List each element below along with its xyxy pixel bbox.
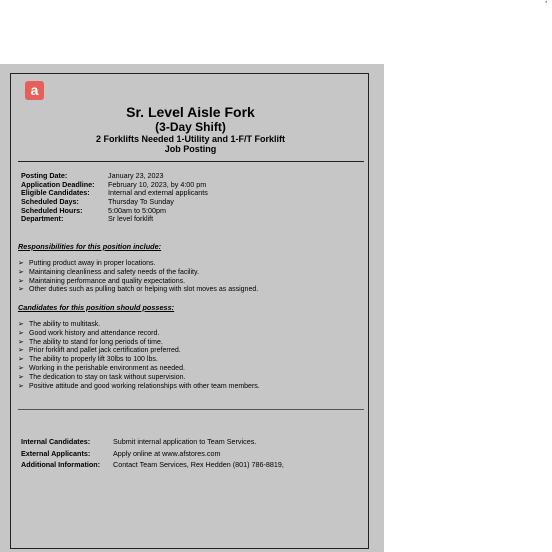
- arrow-bullet-icon: ➢: [18, 382, 24, 390]
- details-block: [21, 172, 208, 224]
- list-item-text: Maintaining cleanliness and safety needs of the facility.: [29, 268, 199, 276]
- detail-label: Scheduled Hours:: [21, 205, 83, 215]
- detail-label: Application Deadline:: [21, 179, 95, 189]
- list-item-text: Good work history and attendance record.: [29, 329, 160, 337]
- list-item-text: The ability to stand for long periods of time.: [29, 338, 163, 346]
- arrow-bullet-icon: ➢: [18, 338, 24, 346]
- list-item: [18, 374, 260, 383]
- company-logo-icon: a: [25, 81, 44, 100]
- contact-row: [21, 448, 284, 460]
- detail-label: Eligible Candidates:: [21, 188, 90, 198]
- posting-frame: [10, 73, 369, 549]
- posting-title: Sr. Level Aisle Fork: [126, 104, 255, 120]
- list-item-text: The dedication to stay on task without supervision.: [29, 373, 186, 381]
- detail-label: Posting Date:: [21, 171, 68, 180]
- list-item: [18, 339, 260, 348]
- detail-value: Sr level forklift: [108, 214, 154, 224]
- divider: [18, 409, 364, 410]
- arrow-bullet-icon: ➢: [18, 373, 24, 381]
- list-item: [18, 356, 260, 365]
- detail-label: Scheduled Days:: [21, 197, 79, 207]
- contact-label: External Applicants:: [21, 448, 91, 458]
- arrow-bullet-icon: ➢: [18, 364, 24, 372]
- contact-label: Additional Information:: [21, 460, 101, 469]
- contact-row: [21, 436, 284, 448]
- list-item-text: The ability to multitask.: [29, 321, 101, 328]
- arrow-bullet-icon: ➢: [18, 268, 24, 276]
- arrow-bullet-icon: ➢: [18, 286, 24, 294]
- candidates-heading: Candidates for this position should possess:: [18, 303, 175, 312]
- list-item-text: Maintaining performance and quality expectations.: [29, 277, 186, 285]
- responsibilities-list: [18, 260, 258, 295]
- list-item: [18, 330, 260, 339]
- contact-value: Submit internal application to Team Services.: [113, 437, 257, 446]
- responsibilities-heading: Responsibilities for this position include:: [18, 242, 162, 251]
- list-item-text: Prior forklift and pallet jack certification preferred.: [29, 347, 181, 355]
- arrow-bullet-icon: ➢: [18, 347, 24, 355]
- detail-value: February 10, 2023, by 4:00 pm: [108, 179, 207, 189]
- list-item: [18, 383, 260, 392]
- detail-label: Department:: [21, 214, 64, 224]
- detail-row: [21, 215, 208, 224]
- arrow-bullet-icon: ➢: [18, 260, 24, 267]
- posting-doc-type: Job Posting: [164, 144, 217, 154]
- contact-label: Internal Candidates:: [21, 437, 91, 446]
- list-item: [18, 278, 258, 287]
- contact-value: Contact Team Services, Rex Hedden (801) 786-8819,: [113, 460, 284, 469]
- list-item-text: Putting product away in proper locations.: [29, 260, 156, 267]
- list-item: [18, 347, 260, 356]
- detail-value: 5:00am to 5:00pm: [108, 205, 166, 215]
- contact-value: Apply online at www.afstores.com: [113, 448, 221, 458]
- document-page: [0, 64, 384, 552]
- detail-value: Thursday To Sunday: [108, 197, 174, 207]
- arrow-bullet-icon: ➢: [18, 277, 24, 285]
- list-item: [18, 269, 258, 278]
- arrow-bullet-icon: ➢: [18, 356, 24, 364]
- list-item: [18, 321, 260, 330]
- divider: [18, 161, 364, 162]
- detail-value: Internal and external applicants: [108, 188, 208, 198]
- arrow-bullet-icon: ➢: [18, 321, 24, 328]
- posting-headline: 2 Forklifts Needed 1-Utility and 1-F/T Forklift: [95, 134, 286, 144]
- list-item-text: Other duties such as pulling batch or helping with slot moves as assigned.: [29, 286, 259, 294]
- list-item-text: Working in the perishable environment as needed.: [29, 364, 185, 372]
- list-item-text: Positive attitude and good working relationships with other team members.: [29, 382, 260, 390]
- list-item: [18, 365, 260, 374]
- contact-block: [21, 436, 284, 471]
- corner-mark: *: [545, 1, 548, 7]
- arrow-bullet-icon: ➢: [18, 329, 24, 337]
- list-item: [18, 286, 258, 295]
- candidates-list: [18, 321, 260, 391]
- posting-subtitle: (3-Day Shift): [155, 120, 226, 134]
- list-item-text: The ability to properly lift 30lbs to 100 lbs.: [29, 356, 158, 364]
- list-item: [18, 260, 258, 269]
- contact-row: [21, 459, 284, 471]
- detail-value: January 23, 2023: [108, 171, 164, 180]
